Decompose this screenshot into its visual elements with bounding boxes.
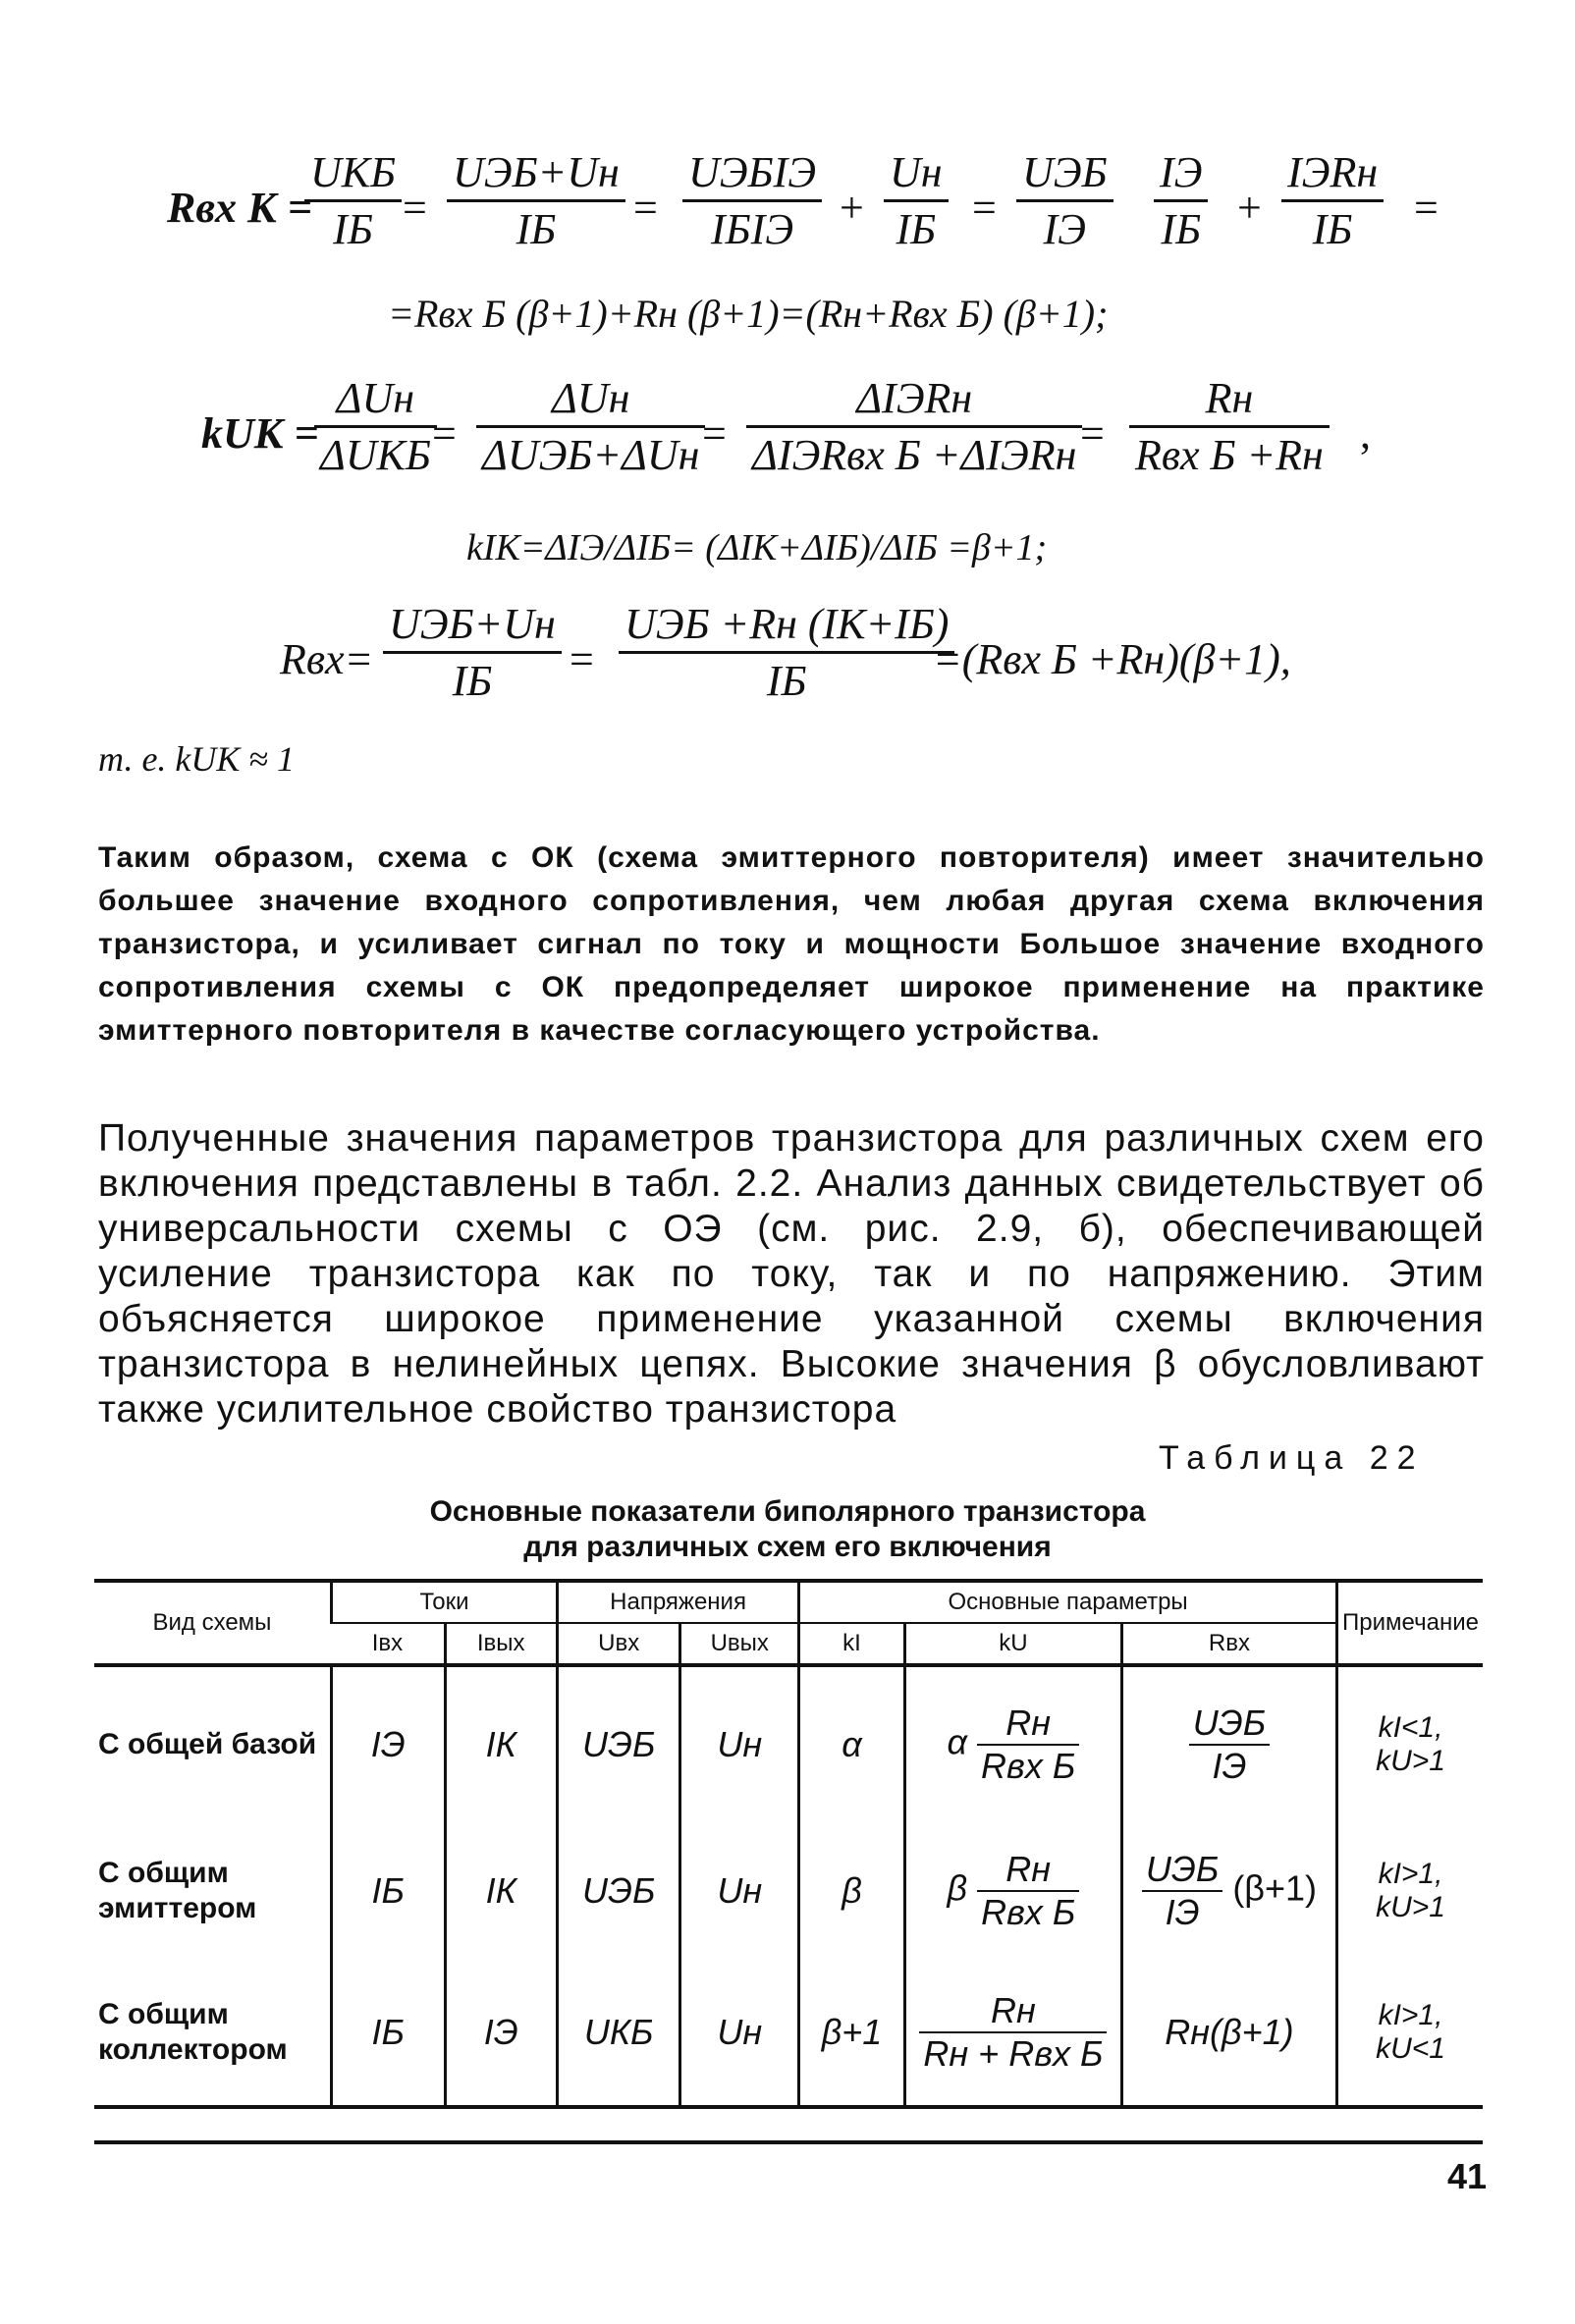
bottom-rule xyxy=(94,2140,1483,2144)
cell-k-i: β xyxy=(799,1822,905,1960)
equation-lhs: Rвх= xyxy=(280,635,374,683)
cell-u-out: Uн xyxy=(680,1822,799,1960)
page-number: 41 xyxy=(1447,2156,1488,2196)
cell-note: kI>1, kU<1 xyxy=(1337,1960,1484,2107)
fraction: Uн IБ xyxy=(884,147,949,254)
fraction: ΔUн ΔUКБ xyxy=(314,373,437,480)
cell-u-in: UЭБ xyxy=(557,1665,679,1822)
header-currents: Токи xyxy=(331,1581,557,1623)
fraction: ΔUн ΔUЭБ+ΔUн xyxy=(476,373,705,480)
header-i-in: Iвх xyxy=(331,1623,445,1665)
cell-i-in: IЭ xyxy=(331,1665,445,1822)
equation-lhs: Rвх К = xyxy=(167,184,312,232)
cell-u-out: Uн xyxy=(680,1665,799,1822)
header-k-u: kU xyxy=(904,1623,1121,1665)
fraction: UЭБ+Uн IБ xyxy=(447,147,625,254)
table-row xyxy=(94,1665,1483,1822)
cell-k-i: α xyxy=(799,1665,905,1822)
cell-i-out: IК xyxy=(445,1822,557,1960)
cell-i-out: IЭ xyxy=(445,1960,557,2107)
cell-k-i: β+1 xyxy=(799,1960,905,2107)
cell-scheme: С общим эмиттером xyxy=(98,1857,257,1924)
cell-k-u: α Rн Rвх Б xyxy=(904,1665,1121,1822)
header-u-in: Uвх xyxy=(557,1623,679,1665)
cell-i-in: IБ xyxy=(331,1960,445,2107)
table-title-line: Основные показатели биполярного транзистора xyxy=(429,1495,1146,1528)
fraction: IЭRн IБ xyxy=(1281,147,1384,254)
parameters-table xyxy=(94,1579,1483,2109)
fraction: UЭБ +Rн (IК+IБ) IБ xyxy=(619,599,954,706)
cell-note: kI>1, kU>1 xyxy=(1337,1822,1484,1960)
cell-u-in: UЭБ xyxy=(557,1822,679,1960)
header-voltages: Напряжения xyxy=(557,1581,798,1623)
fraction: Rн Rвх Б +Rн xyxy=(1129,373,1330,480)
equation-line: т. е. kUК ≈ 1 xyxy=(98,739,296,779)
cell-r-in: Rн(β+1) xyxy=(1121,1960,1336,2107)
header-params: Основные параметры xyxy=(799,1581,1337,1623)
equation-line: =Rвх Б (β+1)+Rн (β+1)=(Rн+Rвх Б) (β+1); xyxy=(388,292,1109,336)
fraction: ΔIЭRн ΔIЭRвх Б +ΔIЭRн xyxy=(746,373,1082,480)
equation-ku-k: kUК = ΔUн ΔUКБ = ΔUн ΔUЭБ+ΔUн = ΔIЭRн ΔIЭRвх Б +ΔIЭRн = Rн Rвх Б +Rн , xyxy=(201,374,1371,479)
fraction: UКБ IБ xyxy=(304,147,402,254)
equation-line: kIК=ΔIЭ/ΔIБ= (ΔIК+ΔIБ)/ΔIБ =β+1; xyxy=(466,527,1048,568)
cell-r-in: UЭБ IЭ (β+1) xyxy=(1121,1822,1336,1960)
fraction: UЭБ+Uн IБ xyxy=(383,599,562,706)
header-note: Примечание xyxy=(1337,1581,1484,1665)
equation-lhs: kUК = xyxy=(201,409,319,458)
header-i-out: Iвых xyxy=(445,1623,557,1665)
cell-u-in: UКБ xyxy=(557,1960,679,2107)
fraction: IЭ IБ xyxy=(1154,147,1208,254)
header-u-out: Uвых xyxy=(680,1623,799,1665)
header-k-i: kI xyxy=(799,1623,905,1665)
cell-k-u: β Rн Rвх Б xyxy=(904,1822,1121,1960)
cell-i-out: IК xyxy=(445,1665,557,1822)
table-label: Таблица 22 xyxy=(1159,1439,1425,1477)
cell-r-in: UЭБ IЭ xyxy=(1121,1665,1336,1822)
header-scheme: Вид схемы xyxy=(94,1581,331,1665)
equation-rin-k: Rвх К = UКБ IБ = UЭБ+Uн IБ = UЭБIЭ IБIЭ + Uн IБ = UЭБ IЭ IЭ IБ + IЭRн IБ = xyxy=(167,148,1439,253)
table-title xyxy=(295,1494,1280,1565)
cell-u-out: Uн xyxy=(680,1960,799,2107)
paragraph-small: Таким образом, схема с ОК (схема эмиттерного повторителя) имеет значительно большее значение входного сопротивления, чем любая другая схема включения транзистора, и усиливает сигнал по току и мощности Большое значение входного сопротивления схемы с ОК предопределяет широкое применение на практике эмиттерного повторителя в качестве согласующего устройства. xyxy=(98,841,1485,1047)
cell-scheme: С общим коллектором xyxy=(94,1960,331,2107)
cell-note: kI<1, kU>1 xyxy=(1337,1665,1484,1822)
table-row xyxy=(94,1960,1483,2107)
fraction: UЭБ IЭ xyxy=(1016,147,1113,254)
fraction: UЭБIЭ IБIЭ xyxy=(682,147,822,254)
cell-i-in: IБ xyxy=(331,1822,445,1960)
header-r-in: Rвх xyxy=(1121,1623,1336,1665)
equation-rin: Rвх= UЭБ+Uн IБ = UЭБ +Rн (IК+IБ) IБ =(Rвх Б +Rн)(β+1), xyxy=(280,600,1291,705)
table-row xyxy=(94,1822,1483,1960)
paragraph-main: Полученные значения параметров транзистора для различных схем его включения представлены в табл. 2.2. Анализ данных свидетельствует об универсальности схемы с ОЭ (см. рис. 2.9, б), обеспечивающей усиление транзистора как по току, так и по напряжению. Этим объясняется широкое применение указанной схемы включения транзистора в нелинейных цепях. Высокие значения β обусловливают также усилительное свойство транзистора xyxy=(98,1117,1485,1431)
table-title-line: для различных схем его включения xyxy=(523,1531,1052,1563)
cell-scheme: С общей базой xyxy=(98,1728,317,1760)
cell-k-u: Rн Rн + Rвх Б xyxy=(904,1960,1121,2107)
